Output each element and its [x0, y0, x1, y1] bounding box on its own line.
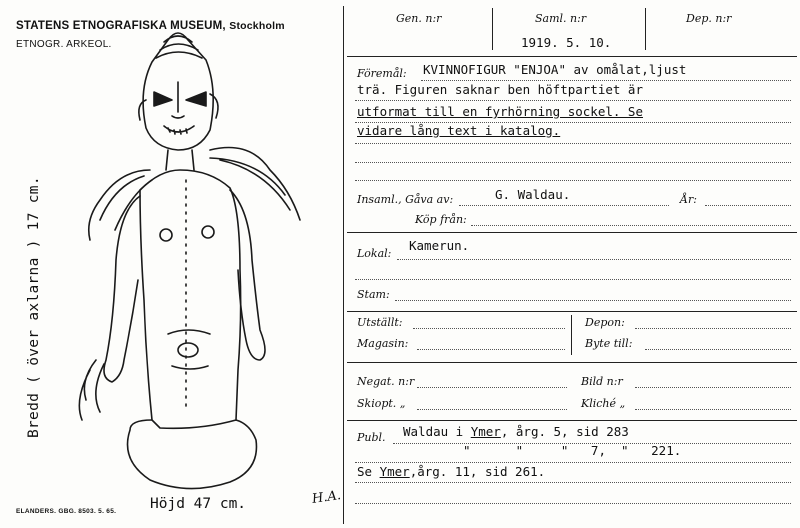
figure-navel [178, 343, 198, 357]
figure-belt [168, 330, 210, 369]
utstallt-label: Utställt: [357, 316, 403, 329]
rule-2 [347, 232, 797, 233]
figure-left-arm [104, 196, 140, 382]
foremal-dots-5 [355, 162, 791, 163]
foremal-label: Föremål: [357, 67, 407, 80]
mid-divider [571, 315, 572, 355]
top-divider-1 [492, 8, 493, 50]
publ-line-3 [357, 464, 545, 479]
negat-dots [417, 387, 567, 388]
publ-line-3-journal: Ymer [379, 464, 410, 479]
department-label: ETNOGR. ARKEOL. [16, 39, 112, 50]
foremal-line-2: trä. Figuren saknar ben höftpartiet är [357, 82, 643, 97]
publ-line-1-c: , årg. 5, sid 283 [500, 424, 629, 439]
bild-dots [635, 387, 791, 388]
rule-3 [347, 311, 797, 312]
figure-mouth [164, 126, 194, 134]
foremal-dots-4 [355, 143, 791, 144]
figure-torso [140, 170, 241, 428]
figure-left-eye [154, 92, 172, 106]
publ-line-2: " " " 7, " 221. [463, 443, 682, 458]
kop-label: Köp från: [415, 213, 467, 226]
figure-hair-hanging [79, 360, 104, 420]
rule-top [347, 56, 797, 57]
lokal-dots-2 [355, 279, 791, 280]
lokal-value: Kamerun. [409, 238, 470, 253]
publ-dots-3 [355, 482, 791, 483]
ar-label: År: [680, 193, 697, 206]
insaml-label: Insaml., Gåva av: [357, 193, 454, 206]
byte-dots [645, 349, 791, 350]
kop-dots [471, 225, 791, 226]
publ-line-1 [403, 424, 629, 439]
dep-nr-label: Dep. n:r [686, 12, 732, 25]
publ-dots-2 [355, 462, 791, 463]
figure-right-arm [230, 190, 265, 360]
foremal-line-1: KVINNOFIGUR "ENJOA" av omålat,ljust [423, 62, 687, 77]
figure-ear-right [210, 94, 218, 118]
stam-label: Stam: [357, 288, 390, 301]
utstallt-dots [413, 328, 565, 329]
depon-dots [635, 328, 791, 329]
height-label: Höjd 47 cm. [150, 496, 247, 512]
foremal-line-3: utformat till en fyrhörning sockel. Se [357, 104, 643, 119]
width-label: Bredd ( över axlarna ) 17 cm. [26, 176, 42, 438]
figure-base [128, 420, 257, 489]
figure-right-eye [186, 92, 206, 106]
rule-5 [347, 420, 797, 421]
publ-label: Publ. [357, 431, 386, 444]
handwritten-initials: H.A. [311, 488, 342, 507]
printer-mark: ELANDERS. GBG. 8503. 5. 65. [16, 508, 117, 515]
byte-label: Byte till: [585, 337, 633, 350]
gen-nr-label: Gen. n:r [396, 12, 442, 25]
saml-nr-label: Saml. n:r [535, 12, 587, 25]
museum-title: STATENS ETNOGRAFISKA MUSEUM, [16, 20, 226, 32]
figure-ear-left [139, 100, 146, 120]
foremal-line-4: vidare lång text i katalog. [357, 123, 561, 138]
insaml-dots [459, 205, 669, 206]
magasin-label: Magasin: [357, 337, 409, 350]
publ-dots-4 [355, 503, 791, 504]
figure-drawing [60, 20, 340, 500]
publ-line-1-a: Waldau i [403, 424, 471, 439]
figure-nose [172, 82, 184, 118]
insaml-value: G. Waldau. [495, 187, 571, 202]
figure-right-breast [202, 226, 214, 238]
publ-line-3-c: ,årg. 11, sid 261. [409, 464, 546, 479]
magasin-dots [417, 349, 565, 350]
foremal-dots-1 [421, 80, 791, 81]
saml-nr-value: 1919. 5. 10. [521, 35, 612, 50]
lokal-label: Lokal: [357, 247, 392, 260]
ar-dots [705, 205, 791, 206]
foremal-dots-6 [355, 180, 791, 181]
catalog-form [345, 0, 800, 528]
skiopt-label: Skiopt. „ [357, 397, 406, 410]
card-divider [343, 6, 344, 524]
figure-hair [89, 148, 300, 241]
publ-line-3-a: Se [357, 464, 380, 479]
lokal-dots-1 [397, 259, 791, 260]
negat-label: Negat. n:r [357, 375, 415, 388]
stam-dots [395, 300, 791, 301]
publ-line-1-journal: Ymer [470, 424, 501, 439]
cliche-label: Kliché „ [581, 397, 626, 410]
foremal-dots-2 [355, 100, 791, 101]
figure-neck [166, 150, 194, 170]
rule-4 [347, 362, 797, 363]
bild-label: Bild n:r [581, 375, 623, 388]
depon-label: Depon: [585, 316, 625, 329]
cliche-dots [635, 409, 791, 410]
figure-left-breast [160, 229, 172, 241]
museum-city: Stockholm [229, 20, 285, 32]
skiopt-dots [417, 409, 567, 410]
top-divider-2 [645, 8, 646, 50]
